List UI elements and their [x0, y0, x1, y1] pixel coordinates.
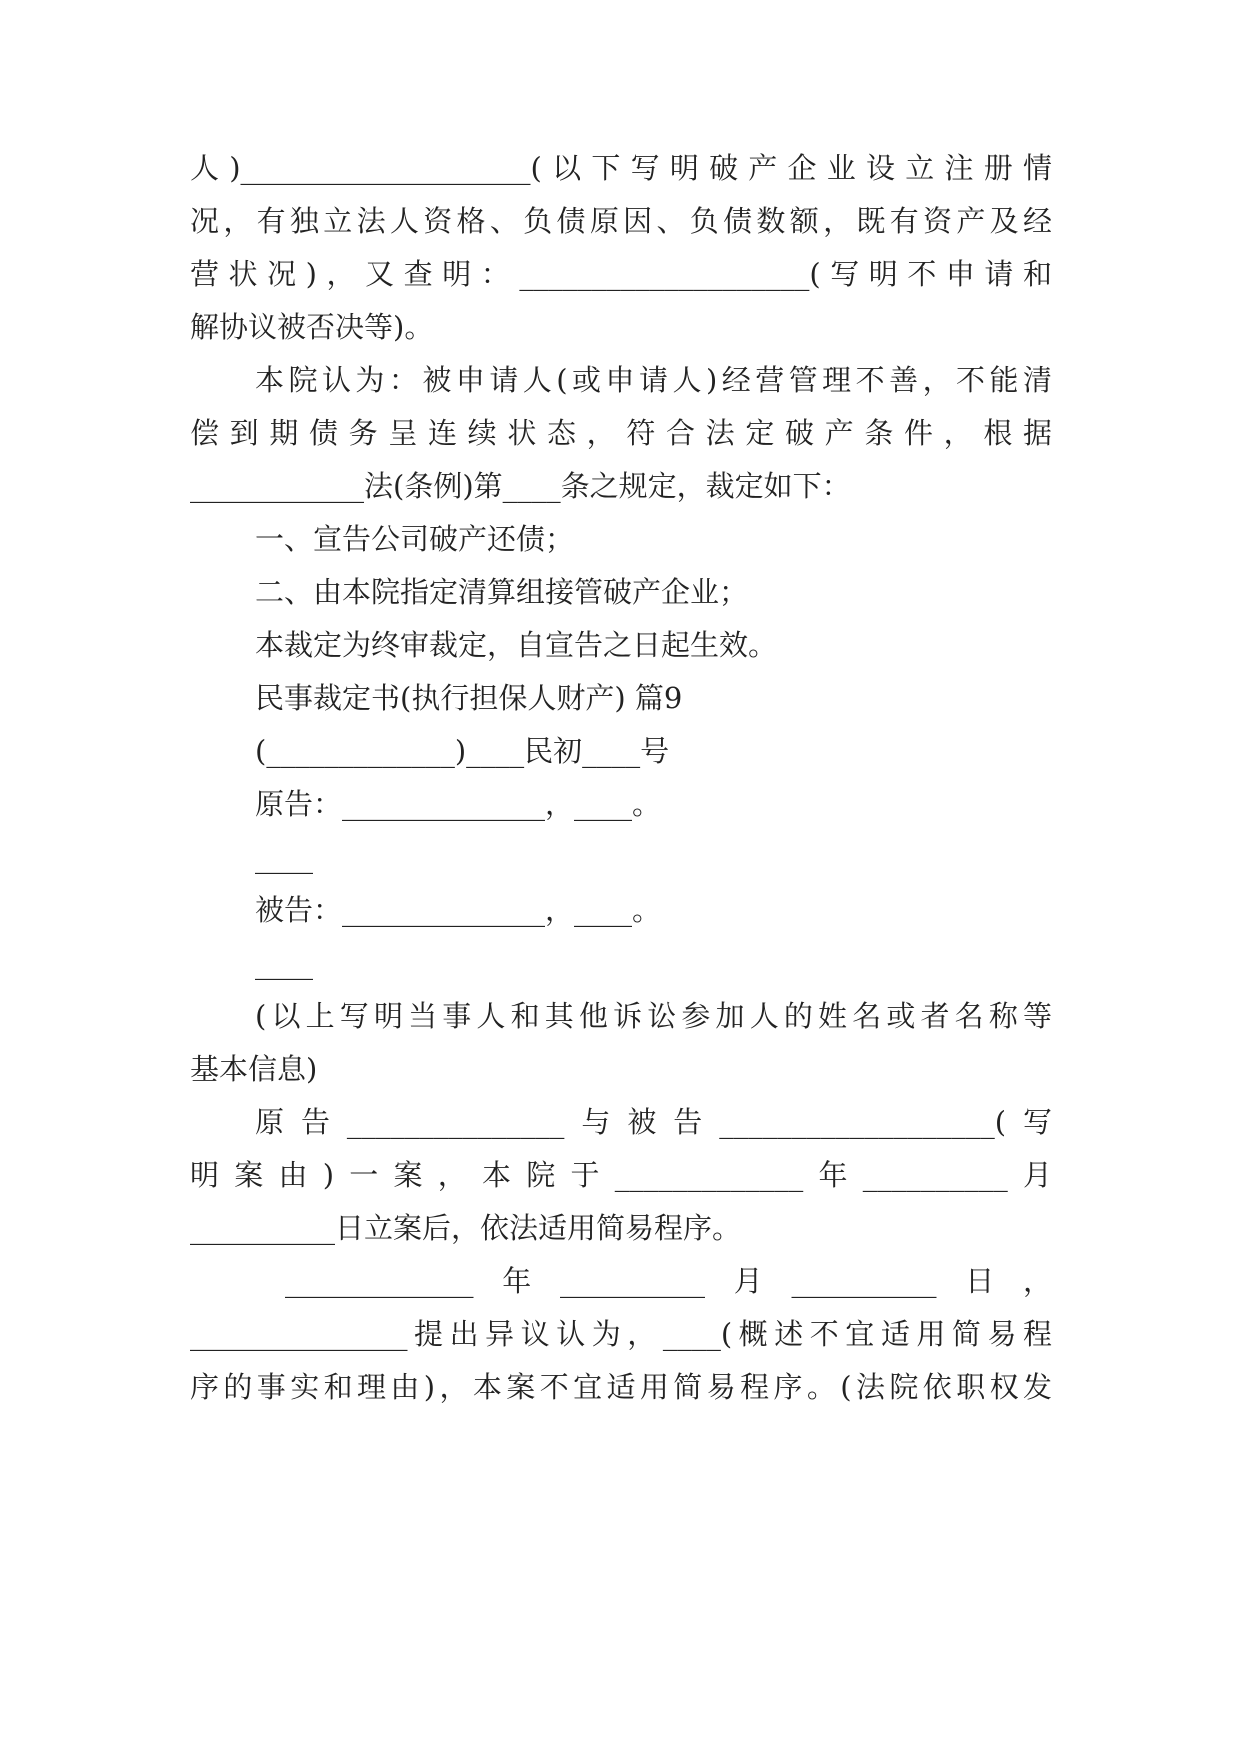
body-text-line: (以上写明当事人和其他诉讼参加人的姓名或者名称等	[255, 999, 1052, 1033]
body-text-line: 解协议被否决等)。	[190, 310, 434, 344]
body-text-line: 况，有独立法人资格、负债原因、负债数额，既有资产及经	[190, 204, 1052, 238]
body-text-line: 基本信息)	[190, 1052, 318, 1086]
defendant-line: 被告：______________，____。	[255, 893, 662, 927]
case-number: (_____________)____民初____号	[255, 734, 670, 768]
body-text-line: ____________法(条例)第____条之规定，裁定如下：	[190, 469, 851, 503]
ruling-item: 一、宣告公司破产还债；	[255, 522, 575, 556]
plaintiff-line: 原告：______________，____。	[255, 787, 662, 821]
blank-line: ____	[255, 946, 313, 980]
body-text-line: 序的事实和理由)，本案不宜适用简易程序。(法院依职权发	[190, 1370, 1052, 1404]
body-text-line: __________日立案后，依法适用简易程序。	[190, 1211, 742, 1245]
blank-line: ____	[255, 840, 313, 874]
ruling-item: 二、由本院指定清算组接管破产企业；	[255, 575, 749, 609]
body-text-line: _____________年__________月__________日，	[285, 1264, 1052, 1298]
body-text-line: 原告_______________与被告___________________(写	[255, 1105, 1052, 1139]
body-text-line: 本院认为：被申请人(或申请人)经营管理不善，不能清	[255, 363, 1052, 397]
body-text-line: 明案由)一案，本院于_____________年__________月	[190, 1158, 1052, 1192]
body-text-line: 营状况)，又查明：____________________(写明不申请和	[190, 257, 1052, 291]
body-text-line: 人)____________________(以下写明破产企业设立注册情	[190, 151, 1052, 185]
body-text-line: 本裁定为终审裁定，自宣告之日起生效。	[255, 628, 778, 662]
section-heading: 民事裁定书(执行担保人财产) 篇9	[255, 681, 683, 715]
body-text-line: _______________提出异议认为，____(概述不宜适用简易程	[190, 1317, 1052, 1351]
body-text-line: 偿到期债务呈连续状态，符合法定破产条件，根据	[190, 416, 1052, 450]
